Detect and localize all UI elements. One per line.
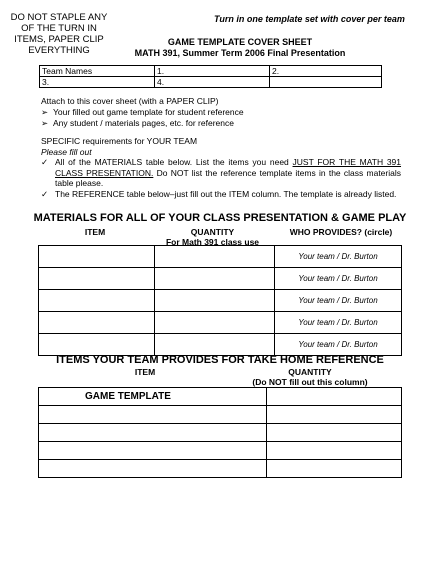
materials-col-quantity-label: QUANTITY	[190, 227, 235, 237]
reference-col-quantity-sub: (Do NOT fill out this column)	[252, 377, 368, 387]
title-line-2: MATH 391, Summer Term 2006 Final Presentation	[134, 48, 346, 58]
materials-quantity-cell[interactable]	[155, 312, 275, 334]
team-cell-3[interactable]: 3.	[40, 77, 155, 88]
team-cell-2[interactable]: 2.	[270, 66, 382, 77]
attach-intro: Attach to this cover sheet (with a PAPER CLIP)	[41, 96, 219, 106]
materials-quantity-cell[interactable]	[155, 334, 275, 356]
materials-who-cell[interactable]: Your team / Dr. Burton	[275, 268, 402, 290]
materials-col-who: WHO PROVIDES? (circle)	[289, 227, 393, 237]
turn-in-note: Turn in one template set with cover per team	[214, 14, 405, 24]
materials-col-quantity	[150, 227, 275, 247]
reference-quantity-cell	[267, 406, 402, 424]
team-cell-empty[interactable]	[270, 77, 382, 88]
arrow-bullet-icon: ➢	[41, 118, 49, 128]
attach-bullet	[41, 107, 401, 118]
reference-quantity-cell	[267, 388, 402, 406]
materials-who-cell[interactable]: Your team / Dr. Burton	[275, 334, 402, 356]
materials-item-cell[interactable]	[39, 312, 155, 334]
check-icon: ✓	[41, 157, 49, 168]
arrow-bullet-icon: ➢	[41, 107, 49, 117]
requirement-1-underlined: JUST FOR THE MATH 391 CLASS PRESENTATION.	[55, 157, 402, 178]
attach-bullet-text: Your filled out game template for student reference	[53, 107, 244, 117]
materials-who-cell[interactable]: Your team / Dr. Burton	[275, 246, 402, 268]
materials-item-cell[interactable]	[39, 268, 155, 290]
reference-quantity-cell	[267, 424, 402, 442]
team-names-header: Team Names	[40, 66, 155, 77]
reference-item-cell[interactable]	[39, 442, 267, 460]
table-row	[39, 334, 402, 356]
staple-note-line: OF THE TURN IN	[21, 23, 97, 34]
materials-item-cell[interactable]	[39, 290, 155, 312]
staple-note	[4, 12, 114, 56]
materials-item-cell[interactable]	[39, 334, 155, 356]
reference-col-item: ITEM	[134, 367, 156, 377]
requirements-heading: SPECIFIC requirements for YOUR TEAM	[41, 136, 198, 146]
table-row	[39, 388, 402, 406]
reference-quantity-cell	[267, 442, 402, 460]
requirements-section	[41, 136, 401, 200]
table-row	[39, 460, 402, 478]
requirement-1-text-a: All of the MATERIALS table below. List the items you need	[55, 157, 293, 168]
materials-col-quantity-sub: For Math 391 class use	[165, 237, 260, 247]
materials-quantity-cell[interactable]	[155, 246, 275, 268]
materials-table	[38, 245, 402, 356]
table-row	[39, 268, 402, 290]
materials-who-cell[interactable]: Your team / Dr. Burton	[275, 312, 402, 334]
check-icon: ✓	[41, 188, 49, 199]
reference-item-cell[interactable]: GAME TEMPLATE	[39, 388, 267, 406]
title-line-1: GAME TEMPLATE COVER SHEET	[167, 37, 313, 47]
materials-item-cell[interactable]	[39, 246, 155, 268]
reference-item-cell[interactable]	[39, 406, 267, 424]
reference-item-cell[interactable]	[39, 460, 267, 478]
table-row	[39, 246, 402, 268]
staple-note-line: ITEMS, PAPER CLIP	[14, 34, 104, 45]
materials-quantity-cell[interactable]	[155, 290, 275, 312]
reference-table	[38, 387, 402, 478]
team-cell-4[interactable]: 4.	[155, 77, 270, 88]
page-title	[110, 37, 370, 59]
requirements-please: Please fill out	[41, 146, 92, 157]
table-row	[39, 442, 402, 460]
team-names-table	[39, 65, 382, 88]
reference-item-cell[interactable]	[39, 424, 267, 442]
requirement-item-1	[41, 157, 401, 189]
materials-quantity-cell[interactable]	[155, 268, 275, 290]
team-cell-1[interactable]: 1.	[155, 66, 270, 77]
attach-section	[41, 96, 401, 129]
table-row	[39, 312, 402, 334]
materials-who-cell[interactable]: Your team / Dr. Burton	[275, 290, 402, 312]
requirement-2-text: The REFERENCE table below–just fill out the ITEM column. The template is already listed.	[55, 188, 397, 199]
attach-bullet-text: Any student / materials pages, etc. for reference	[53, 118, 234, 128]
reference-col-quantity	[230, 367, 390, 387]
staple-note-line: EVERYTHING	[28, 45, 90, 56]
attach-bullet	[41, 118, 401, 129]
materials-col-item: ITEM	[84, 227, 106, 237]
table-row	[39, 290, 402, 312]
materials-heading: MATERIALS FOR ALL OF YOUR CLASS PRESENTATION & GAME PLAY	[33, 212, 407, 224]
requirement-1-text-b: Do NOT list the reference template items in the class materials table please.	[55, 167, 401, 189]
table-row	[39, 424, 402, 442]
reference-heading: ITEMS YOUR TEAM PROVIDES FOR TAKE HOME REFERENCE	[56, 354, 384, 366]
requirement-item-2	[41, 189, 401, 200]
reference-col-quantity-label: QUANTITY	[288, 367, 332, 377]
staple-note-line: DO NOT STAPLE ANY	[10, 12, 108, 23]
table-row	[39, 406, 402, 424]
reference-quantity-cell	[267, 460, 402, 478]
